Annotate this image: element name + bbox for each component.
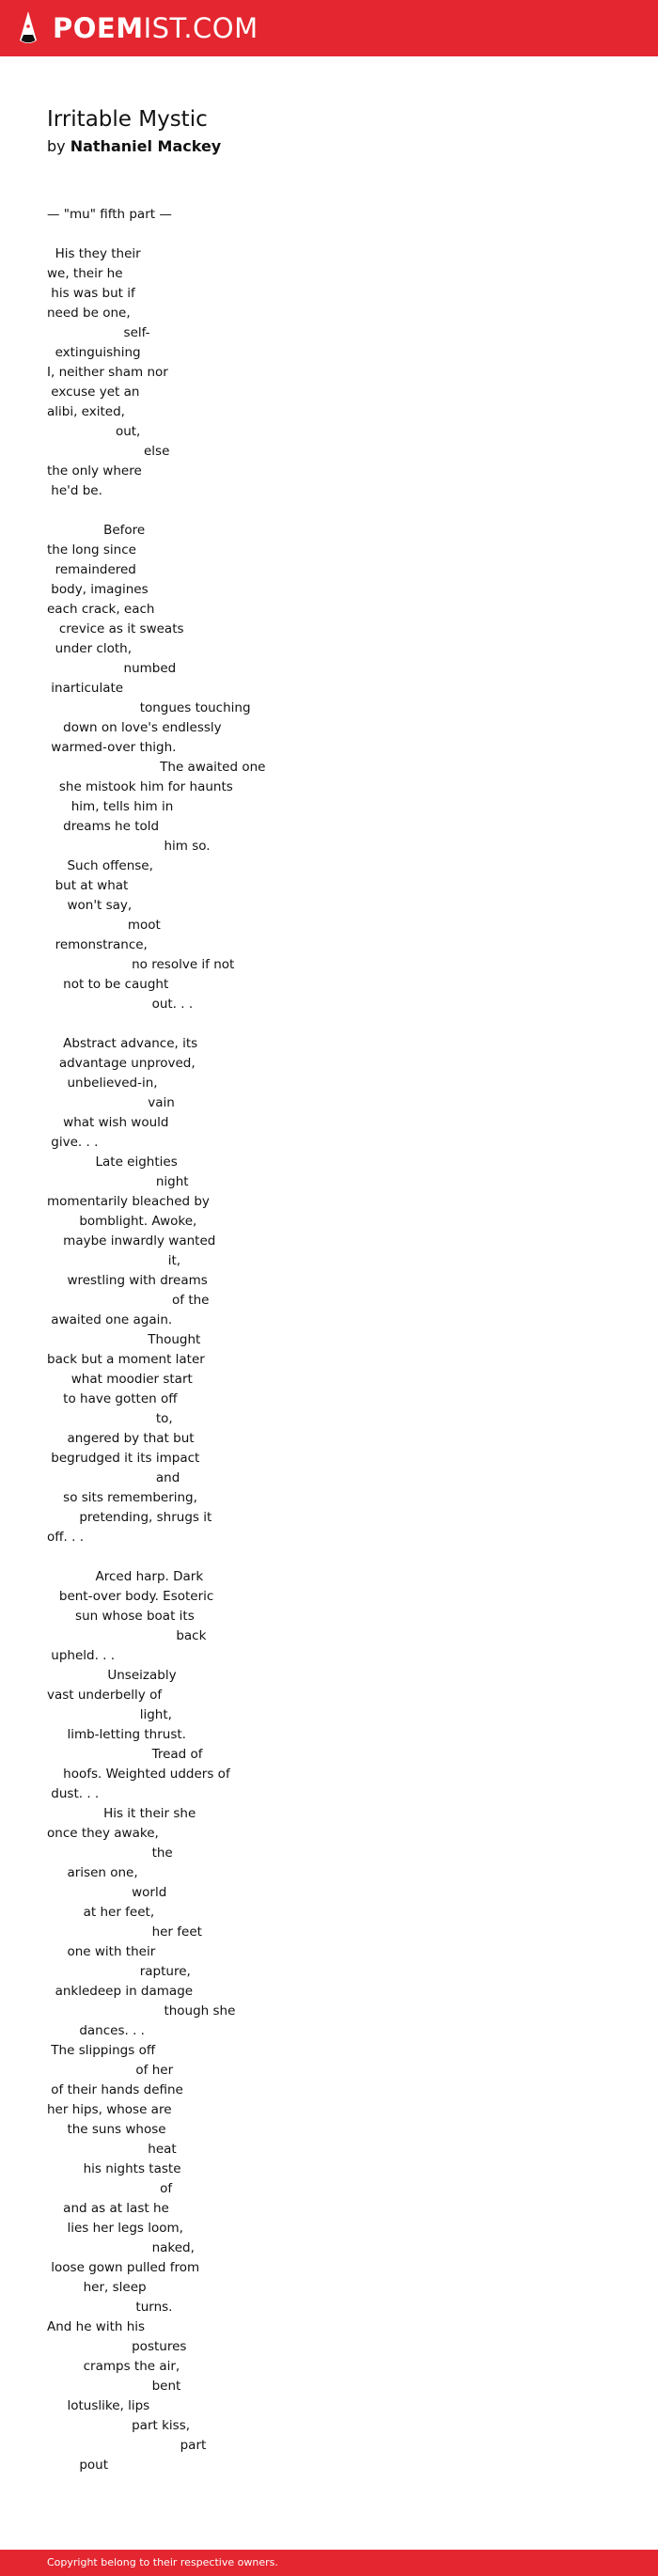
site-logo-link[interactable]	[17, 9, 258, 47]
poem-body: — "mu" fifth part — His they their we, their he his was but if need be one, self- extinguishing I, neither sham nor excuse yet an alibi, exited, out, else the only where he'd be. Before the long since remaindered body, imagines each crack, each crevice as it sweats under cloth, numbed inarticulate tongues touching down on love's endlessly warmed-over thigh. The awaited one she mistook him for haunts him, tells him in dreams he told him so. Such offense, but at what won't say, moot remonstrance, no resolve if not not to be caught out. . . Abstract advance, its advantage unproved, unbelieved-in, vain what wish would give. . . Late eighties night momentarily bleached by bomblight. Awoke, maybe inwardly wanted it, wrestling with dreams of the awaited one again. Thought back but a moment later what moodier start to have gotten off to, angered by that but begrudged it its impact and so sits remembering, pretending, shrugs it off. . . Arced harp. Dark bent-over body. Esoteric sun whose boat its back upheld. . . Unseizably vast underbelly of light, limb-letting thrust. Tread of hoofs. Weighted udders of dust. . . His it their she once they awake, the arisen one, world at her feet, her feet one with their rapture, ankledeep in damage though she dances. . . The slippings off of her of their hands define her hips, whose are the suns whose heat his nights taste of and as at last he lies her legs loom, naked, loose gown pulled from her, sleep turns. And he with his postures cramps the air, bent lotuslike, lips part kiss, part pout	[47, 207, 266, 2473]
site-header	[0, 0, 658, 56]
pen-nib-icon	[17, 9, 39, 47]
logo-wordmark	[53, 9, 258, 47]
poem-title: Irritable Mystic	[47, 107, 208, 132]
copyright-text: Copyright belong to their respective owners.	[47, 2556, 278, 2568]
logo-bold-text: POEM	[53, 12, 144, 44]
logo-light-text: IST.COM	[143, 12, 258, 44]
poem-byline	[47, 137, 221, 155]
site-footer	[0, 2550, 658, 2576]
by-label: by	[47, 137, 66, 155]
author-link[interactable]: Nathaniel Mackey	[70, 137, 222, 155]
